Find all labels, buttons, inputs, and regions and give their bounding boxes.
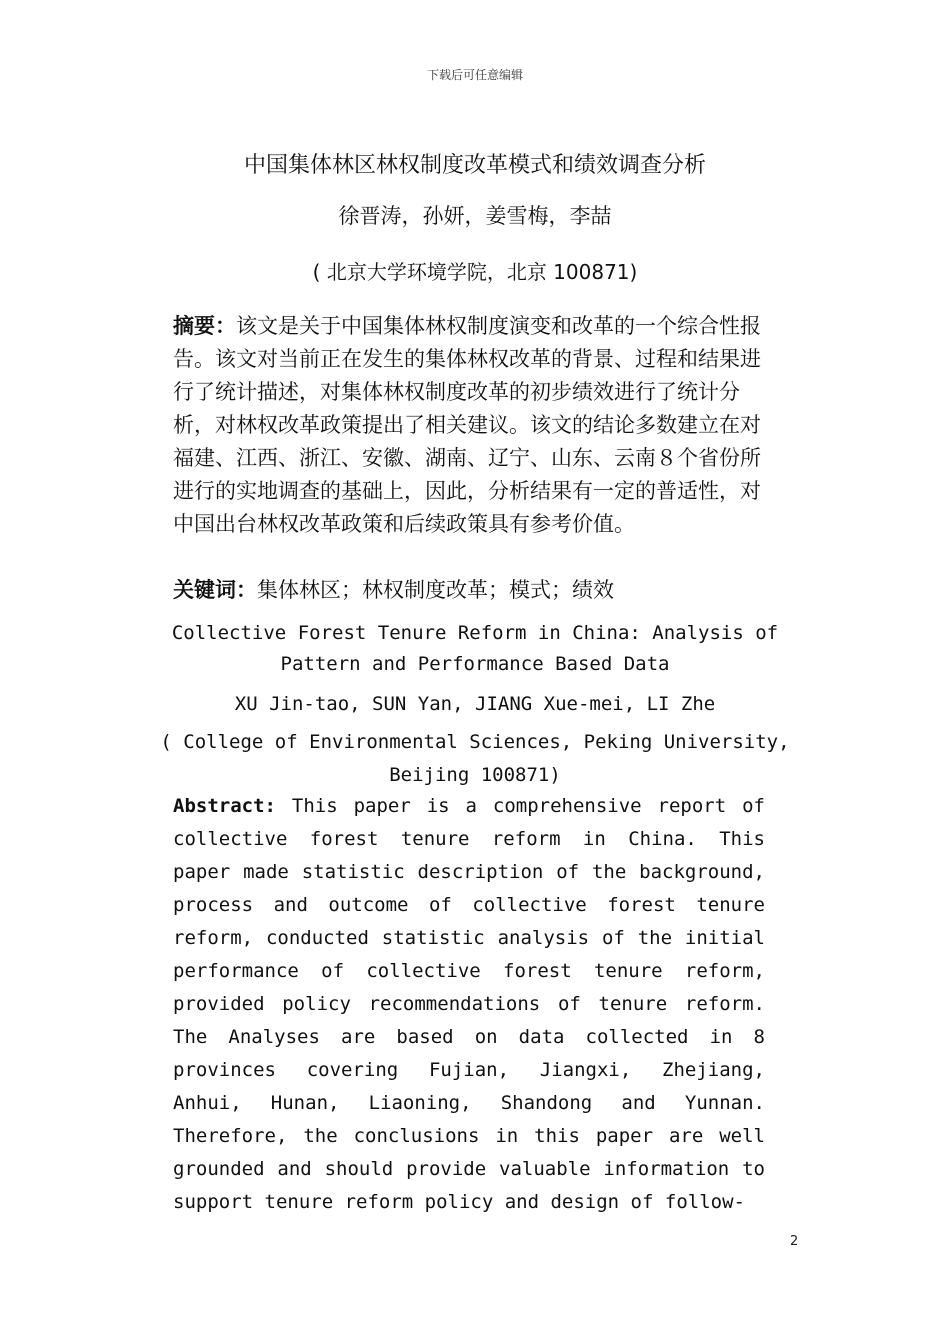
english-abstract-line: reform, conducted statistic analysis of the initial bbox=[173, 927, 765, 949]
english-title: Collective Forest Tenure Reform in China: Analysis of Pattern and Performance Based Data bbox=[171, 622, 779, 675]
english-affiliation: ( College of Environmental Sciences, Peking University, Beijing 100871) bbox=[160, 731, 790, 786]
english-abstract-line: paper made statistic description of the background, bbox=[173, 861, 765, 883]
chinese-keywords-label: 关键词： bbox=[173, 578, 257, 602]
english-abstract-line: This paper is a comprehensive report of bbox=[275, 795, 765, 817]
english-abstract-line: support tenure reform policy and design of follow- bbox=[173, 1191, 745, 1213]
english-abstract bbox=[173, 790, 765, 1219]
english-abstract-line: performance of collective forest tenure reform, bbox=[173, 960, 765, 982]
chinese-keywords bbox=[173, 574, 773, 607]
chinese-authors: 徐晋涛，孙妍，姜雪梅，李喆 bbox=[338, 204, 612, 228]
chinese-abstract-label: 摘要： bbox=[173, 314, 236, 338]
english-authors: XU Jin-tao, SUN Yan, JIANG Xue-mei, LI Zhe bbox=[234, 693, 716, 715]
page-header: 下载后可任意编辑 bbox=[426, 68, 523, 82]
english-abstract-line: provinces covering Fujian, Jiangxi, Zhejiang, bbox=[173, 1059, 765, 1081]
english-abstract-label: Abstract: bbox=[173, 795, 276, 817]
english-abstract-line: Therefore, the conclusions in this paper are well bbox=[173, 1125, 765, 1147]
chinese-keywords-text: 集体林区；林权制度改革；模式；绩效 bbox=[257, 578, 614, 602]
english-abstract-line: provided policy recommendations of tenure reform. bbox=[173, 993, 765, 1015]
english-abstract-line: Anhui, Hunan, Liaoning, Shandong and Yunnan. bbox=[173, 1092, 765, 1114]
page-number: 2 bbox=[790, 1234, 799, 1249]
chinese-abstract bbox=[173, 310, 773, 541]
english-abstract-line: The Analyses are based on data collected in 8 bbox=[173, 1026, 765, 1048]
english-abstract-line: grounded and should provide valuable information to bbox=[173, 1158, 765, 1180]
english-abstract-line: process and outcome of collective forest tenure bbox=[173, 894, 765, 916]
english-abstract-line: collective forest tenure reform in China. This bbox=[173, 828, 765, 850]
chinese-title: 中国集体林区林权制度改革模式和绩效调查分析 bbox=[243, 153, 706, 178]
chinese-affiliation: ( 北京大学环境学院，北京 100871) bbox=[312, 260, 638, 284]
chinese-abstract-text: 该文是关于中国集体林权制度演变和改革的一个综合性报告。该文对当前正在发生的集体林权改革的背景、过程和结果进行了统计描述，对集体林权制度改革的初步绩效进行了统计分析，对林权改革政策提出了相关建议。该文的结论多数建立在对福建、江西、浙江、安徽、湖南、辽宁、山东、云南８个省份所进行的实地调查的基础上，因此，分析结果有一定的普适性，对中国出台林权改革政策和后续政策具有参考价值。 bbox=[173, 314, 761, 536]
